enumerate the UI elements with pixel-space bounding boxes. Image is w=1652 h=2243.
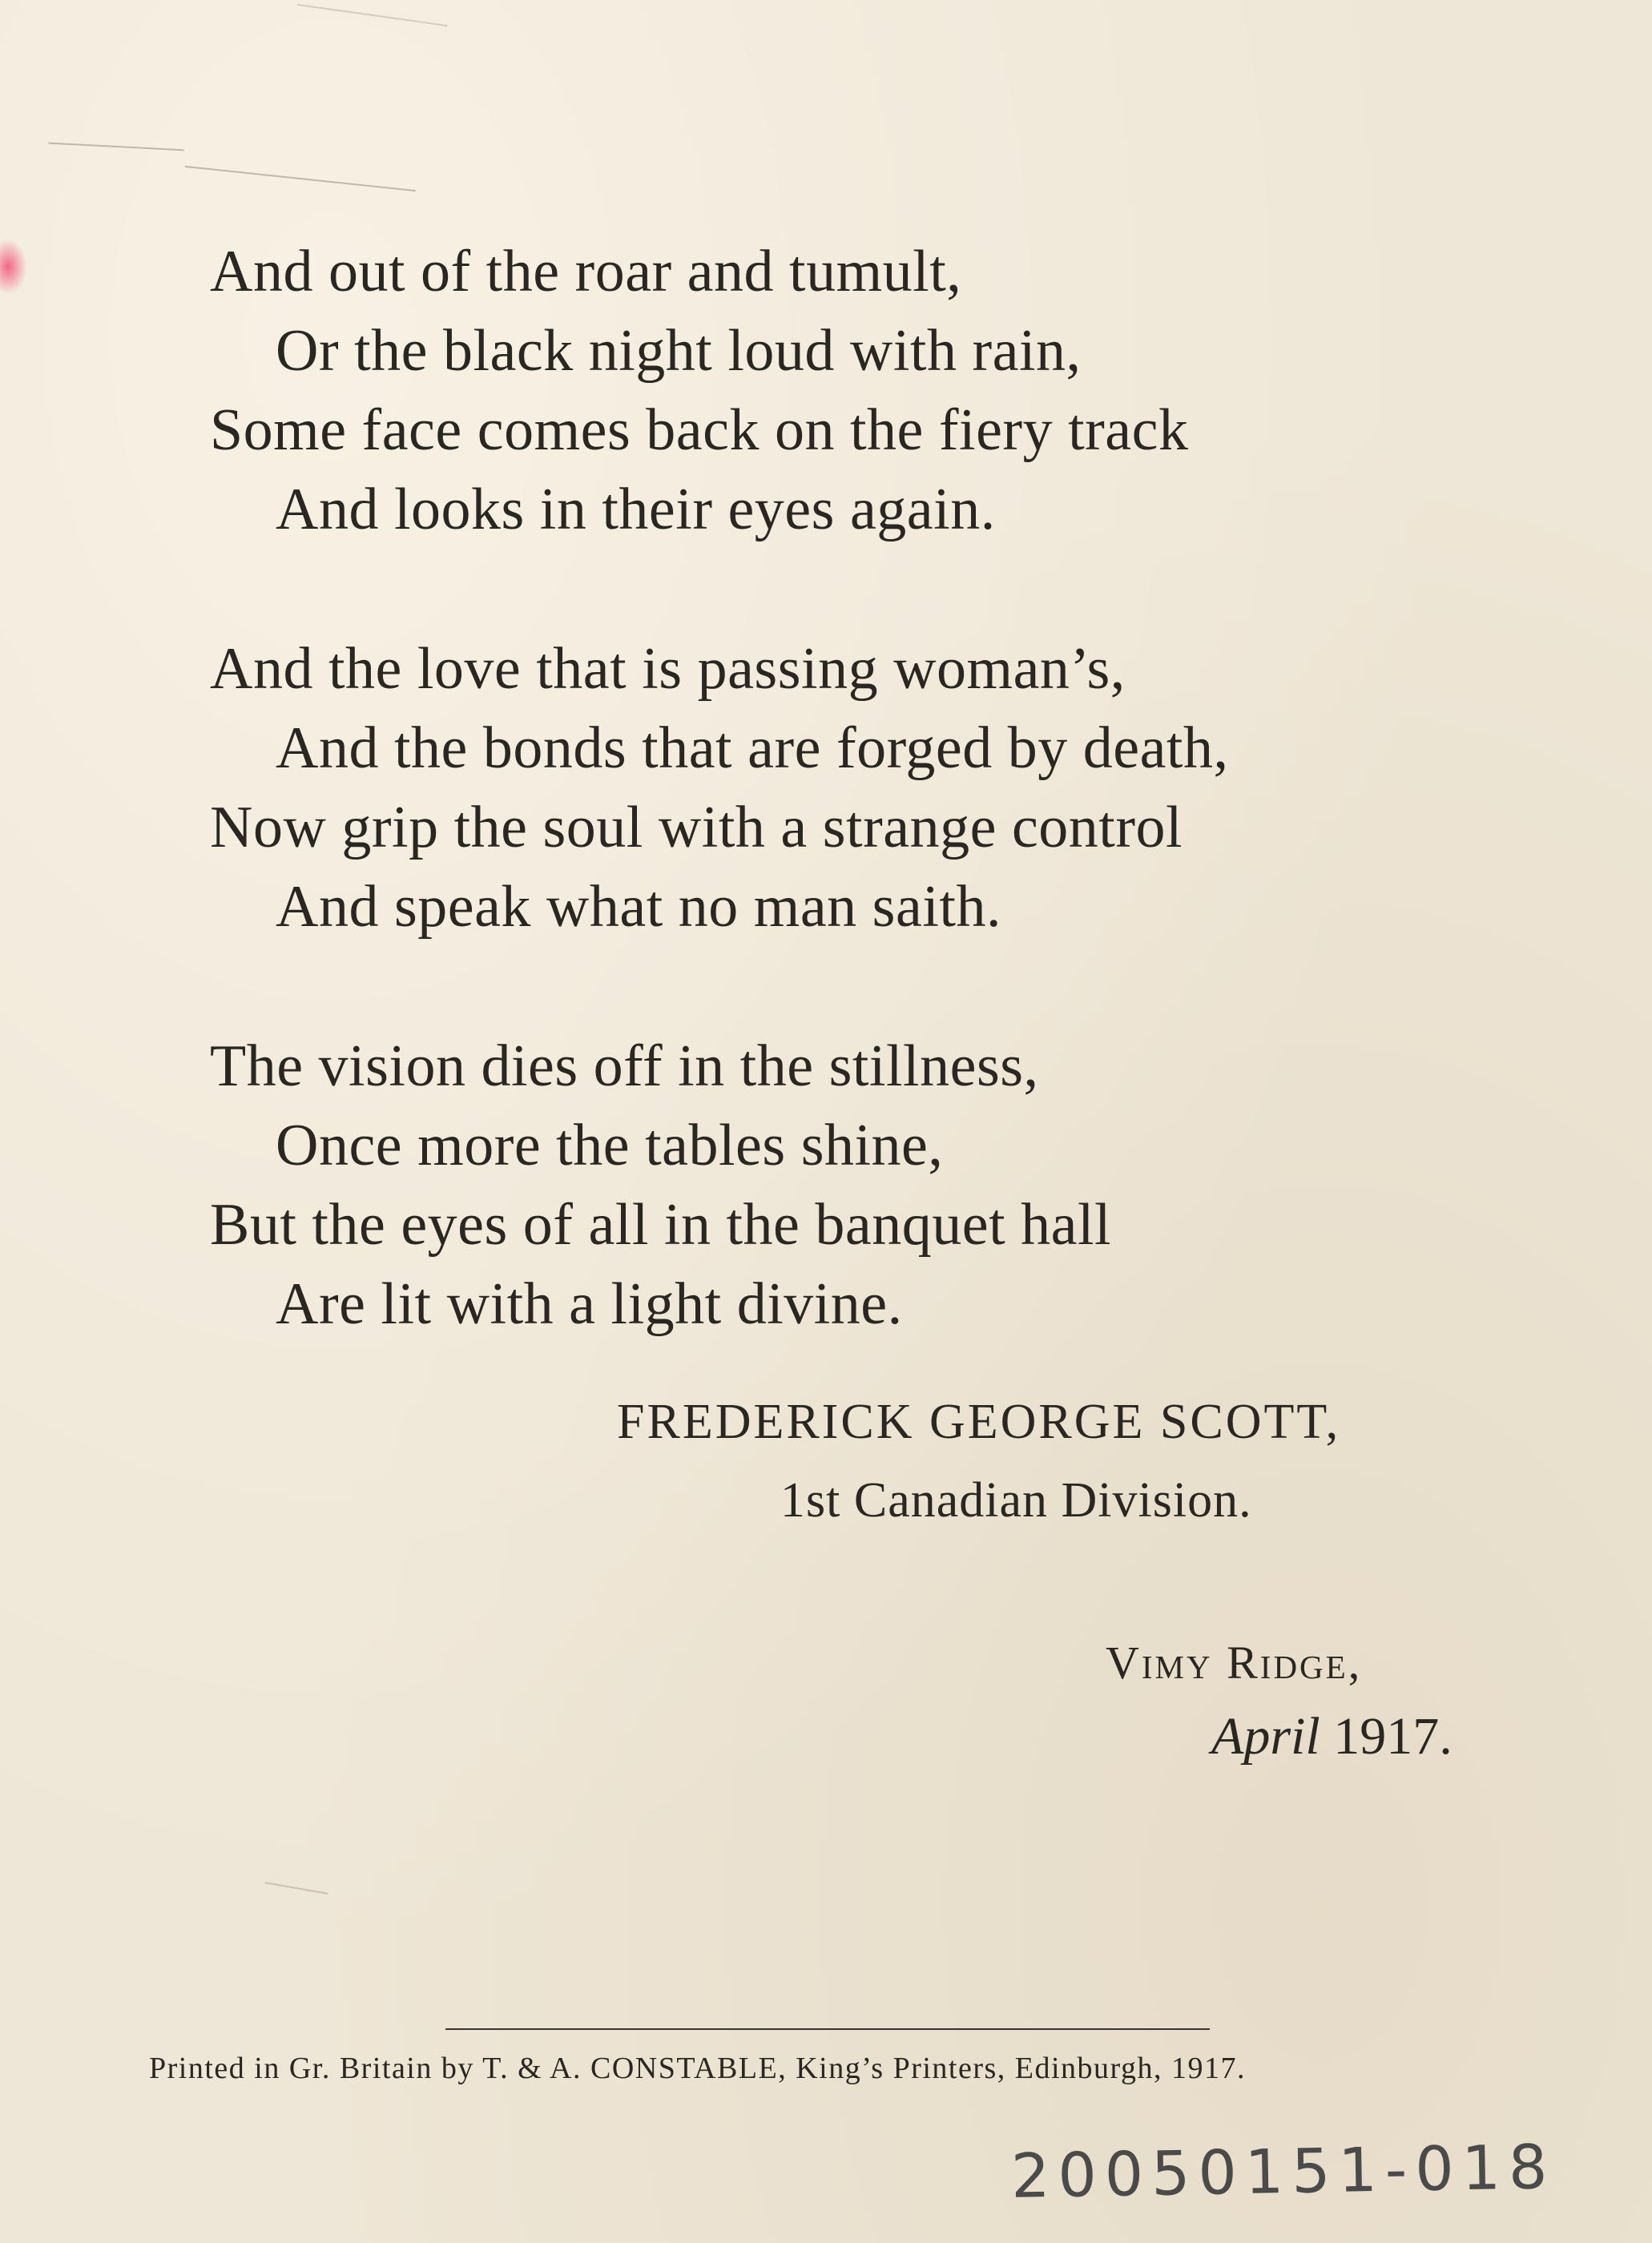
pink-ink-mark <box>0 239 27 295</box>
dateline-place: Vimy Ridge, <box>1106 1637 1363 1689</box>
author-division: 1st Canadian Division. <box>780 1473 1252 1528</box>
poem-line: The vision dies off in the stillness, <box>210 1033 1039 1099</box>
poem-line: And the love that is passing woman’s, <box>210 636 1126 702</box>
poem-stanza-1 <box>210 232 1524 550</box>
paper-scuff-mark <box>48 143 184 151</box>
poem-line: And speak what no man saith. <box>276 874 1001 940</box>
printer-imprint: Printed in Gr. Britain by T. & A. CONSTABLE, King’s Printers, Edinburgh, 1917. <box>149 2052 1247 2085</box>
paper-scuff-mark <box>264 1882 328 1895</box>
footer-divider <box>445 2028 1210 2030</box>
author-name: FREDERICK GEORGE SCOTT, <box>617 1395 1341 1449</box>
poem-stanza-3 <box>210 1027 1524 1344</box>
poem-line: And the bonds that are forged by death, <box>276 715 1229 781</box>
poem-line: Or the black night loud with rain, <box>276 318 1082 384</box>
poem-line: Are lit with a light divine. <box>276 1271 903 1337</box>
dateline-year: 1917. <box>1333 1707 1453 1766</box>
paper-scuff-mark <box>297 4 448 26</box>
poem-line: Now grip the soul with a strange control <box>210 795 1183 860</box>
poem-line: But the eyes of all in the banquet hall <box>210 1192 1112 1258</box>
paper-scuff-mark <box>185 166 417 191</box>
poem-line: And looks in their eyes again. <box>276 477 996 542</box>
poem-line: Some face comes back on the fiery track <box>210 397 1189 463</box>
poem-stanza-2 <box>210 630 1524 947</box>
accession-number: 20050151-018 <box>1010 2131 1557 2212</box>
poem <box>210 232 1524 1424</box>
dateline-month: April <box>1211 1707 1320 1766</box>
dateline-date <box>1211 1706 1453 1767</box>
poem-line: Once more the tables shine, <box>276 1113 944 1178</box>
poem-line: And out of the roar and tumult, <box>210 239 962 304</box>
